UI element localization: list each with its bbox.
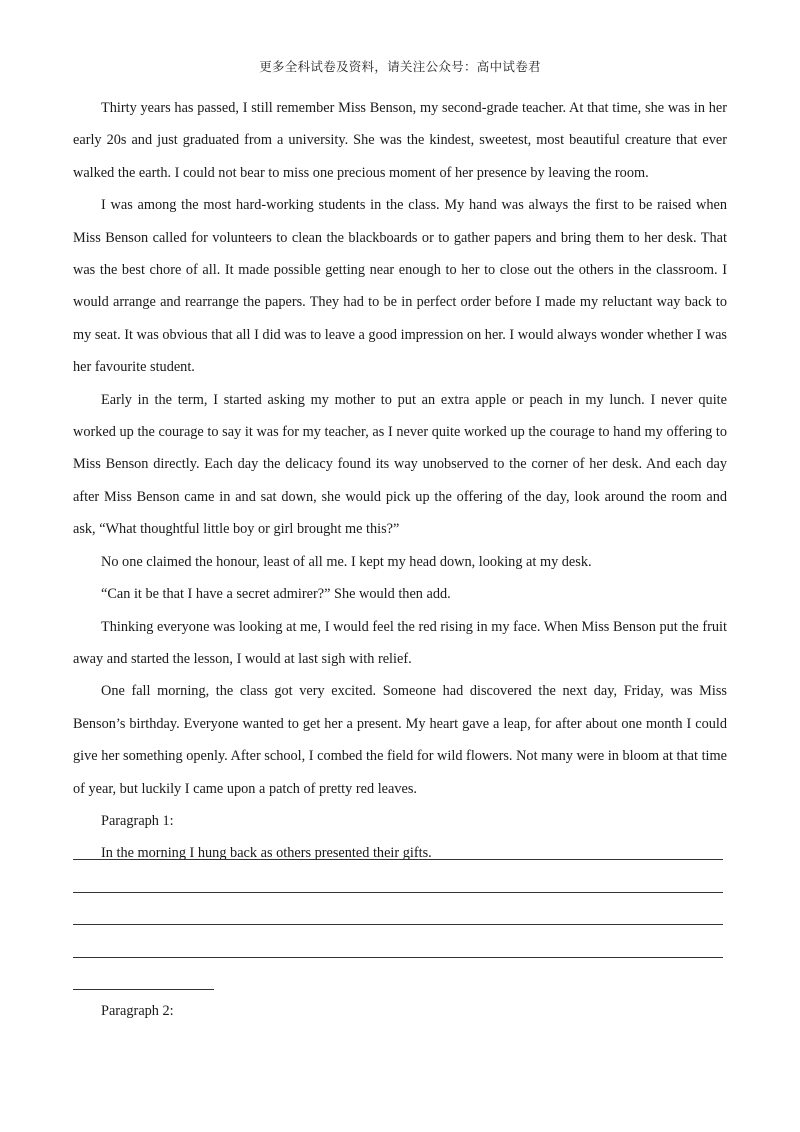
passage-paragraph: Thirty years has passed, I still remember Miss Benson, my second-grade teacher. At that time, she was in her early 20s and just graduated from a university. She was the kindest, sweetest, most beautiful creature that ever walked the earth. I could not bear to miss one precious moment of her presence by leaving the room. (73, 100, 727, 181)
passage-paragraph: I was among the most hard-working students in the class. My hand was always the first to be raised when Miss Benson called for volunteers to clean the blackboards or to gather papers and bring them to her desk. That was the best chore of all. It made possible getting near enough to her to close out the others in the classroom. I would arrange and rearrange the papers. They had to be in perfect order before I made my reluctant way back to my seat. It was obvious that all I did was to leave a good impression on her. I would always wonder whether I was her favourite student. (73, 197, 727, 376)
paragraph-1-opening-sentence: In the morning I hung back as others presented their gifts. (101, 845, 432, 862)
passage-paragraph: Thinking everyone was looking at me, I would feel the red rising in my face. When Miss Benson put the fruit away and started the lesson, I would at last sigh with relief. (73, 618, 727, 667)
answer-line[interactable] (73, 957, 723, 958)
paragraph-1-label: Paragraph 1: (101, 812, 174, 829)
page-header: 更多全科试卷及资料，请关注公众号：高中试卷君 (259, 59, 541, 74)
passage-paragraph: One fall morning, the class got very excited. Someone had discovered the next day, Friday, was Miss Benson’s birthday. Everyone wanted to get her a present. My heart gave a leap, for after about one month I could give her something openly. After school, I combed the field for wild flowers. Not many were in bloom at that time of year, but luckily I came upon a patch of pretty red leaves. (73, 683, 727, 797)
passage-paragraph: “Can it be that I have a secret admirer?” She would then add. (101, 586, 451, 603)
answer-line[interactable] (73, 892, 723, 893)
answer-line[interactable] (73, 859, 723, 860)
passage-paragraph: Early in the term, I started asking my mother to put an extra apple or peach in my lunch. I never quite worked up the courage to say it was for my teacher, as I never quite worked up the courage to hand my offering to Miss Benson directly. Each day the delicacy found its way unobserved to the corner of her desk. And each day after Miss Benson came in and sat down, she would pick up the offering of the day, look around the room and ask, “What thoughtful little boy or girl brought me this?” (73, 391, 727, 538)
passage-paragraph: No one claimed the honour, least of all me. I kept my head down, looking at my desk. (101, 553, 592, 570)
passage-body (73, 92, 727, 870)
paragraph-2-label: Paragraph 2: (101, 1003, 174, 1019)
answer-lines (73, 859, 723, 990)
answer-line[interactable] (73, 924, 723, 925)
answer-line[interactable] (73, 989, 214, 990)
